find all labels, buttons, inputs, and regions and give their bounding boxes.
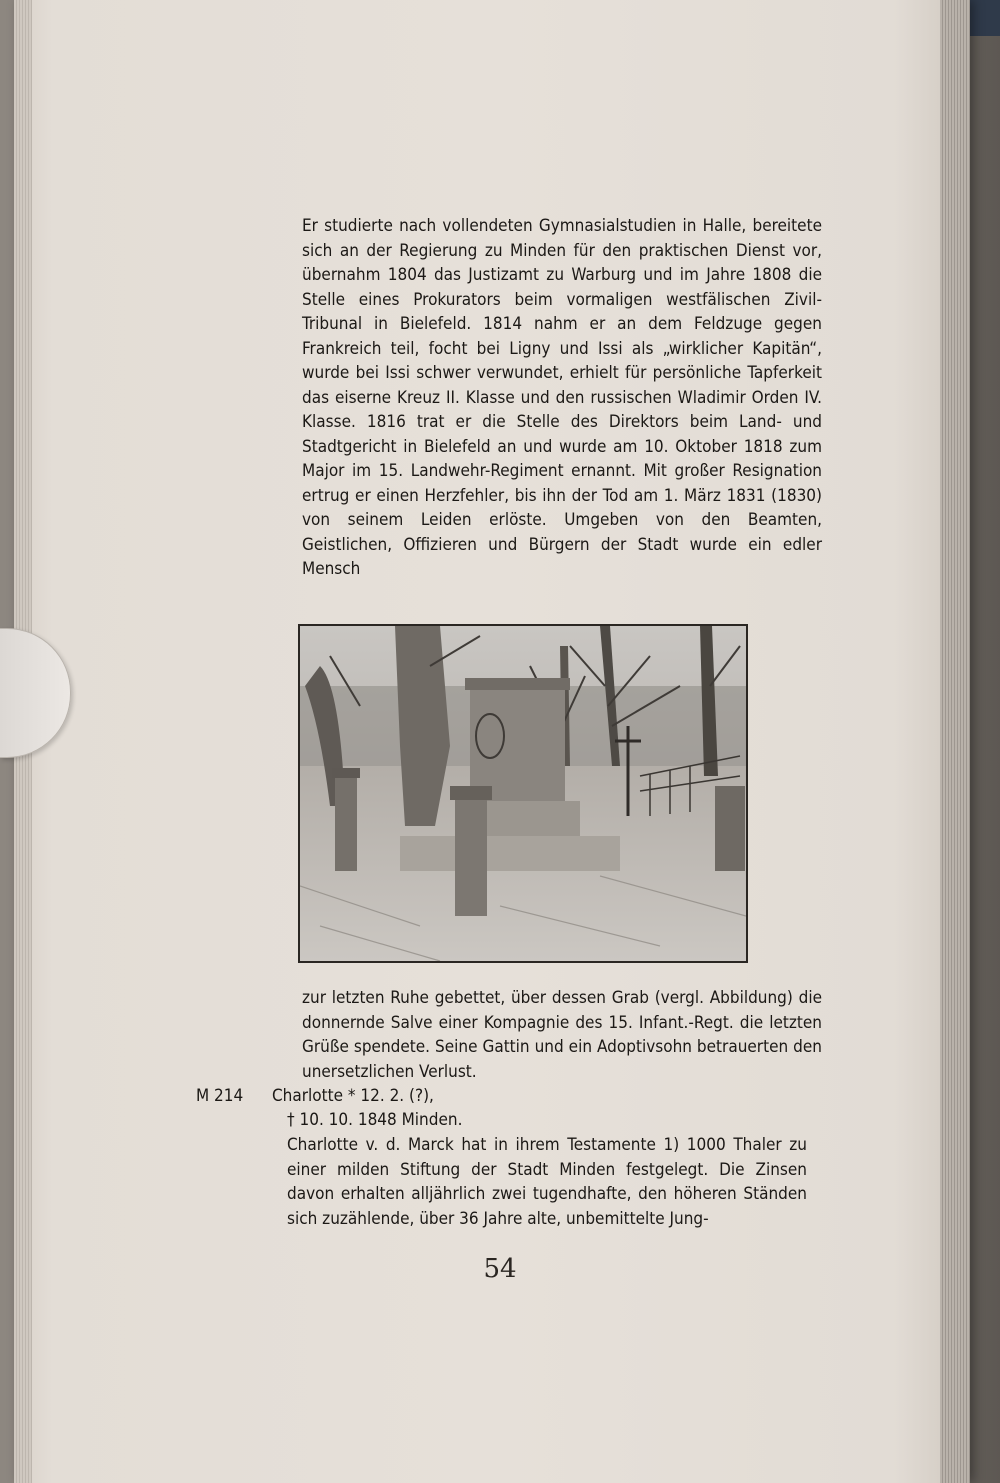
entry-paragraph: Charlotte v. d. Marck hat in ihrem Testamente 1) 1000 Thaler zu einer milden Stiftung der Stadt Minden festgelegt. Die Zinsen davon erhalten alljährlich zwei tugendhafte, den höheren Ständen sich zuzählende, über 36 Jahre alte, unbemittelte Jung- bbox=[287, 1135, 807, 1229]
entry-id: M 214 bbox=[196, 1086, 244, 1106]
grave-photo-image bbox=[300, 626, 746, 961]
page-edges-right bbox=[940, 0, 970, 1483]
body-paragraph-top: Er studierte nach vollendeten Gymnasialstudien in Halle, bereitete sich an der Regierung zu Minden für den praktischen Dienst vor, übernahm 1804 das Justizamt zu Warburg und im Jahre 1808 die Stelle eines Prokurators beim vormaligen westfälischen Zivil-Tribunal in Bielefeld. 1814 nahm er an dem Feldzuge gegen Frankreich teil, focht bei Ligny und Issi als „wirklicher Kapitän“, wurde bei Issi schwer verwundet, erhielt für persönliche Tapferkeit das eiserne Kreuz II. Klasse und den russischen Wladimir Orden IV. Klasse. 1816 trat er die Stelle des Direktors beim Land- und Stadtgericht in Bielefeld an und wurde am 10. Oktober 1818 zum Major im 15. Landwehr-Regiment ernannt. Mit großer Resignation ertrug er einen Herzfehler, bis ihn der Tod am 1. März 1831 (1830) von seinem Leiden erlöste. Umgeben von den Beamten, Geistlichen, Offizieren und Bürgern der Stadt wurde ein edler Mensch bbox=[302, 216, 822, 579]
scanner-corner bbox=[970, 0, 1000, 36]
entry-name-birth: Charlotte * 12. 2. (?), bbox=[272, 1086, 434, 1106]
page-number: 54 bbox=[483, 1254, 517, 1284]
entry-death: † 10. 10. 1848 Minden. bbox=[287, 1110, 463, 1130]
grave-photograph bbox=[298, 624, 748, 963]
body-paragraph-after-photo: zur letzten Ruhe gebettet, über dessen Grab (vergl. Abbildung) die donnernde Salve einer Kompagnie des 15. Infant.-Regt. die letzten Grüße spendete. Seine Gattin und ein Adoptivsohn betrauerten den unersetzlichen Verlust. bbox=[302, 988, 822, 1082]
